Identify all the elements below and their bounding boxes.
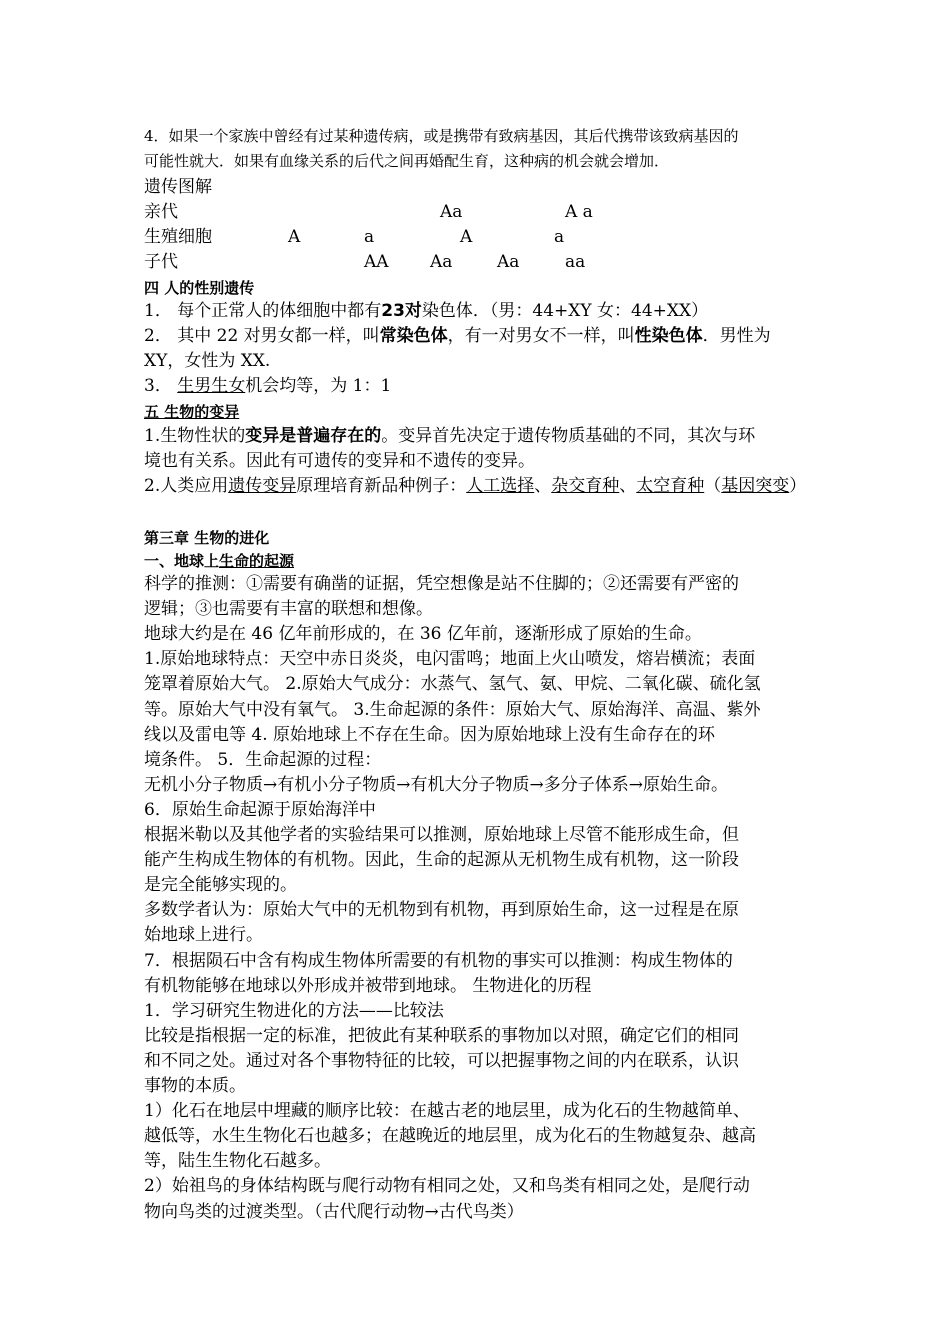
- item-bold: 常染色体: [379, 326, 448, 346]
- section-heading: 四 人的性别遗传: [144, 279, 255, 297]
- paragraph-line: 越低等，水生生物化石也越多；在越晚近的地层里，成为化石的生物越复杂、越高: [144, 1126, 756, 1147]
- list-item-continuation: XY，女性为 XX.: [144, 351, 271, 371]
- item-underlined: 基因突变: [721, 476, 790, 496]
- paragraph-line: 等，陆生生物化石越多。: [144, 1151, 331, 1172]
- parent-genotype: A a: [565, 202, 593, 222]
- paragraph-line: 能产生构成生物体的有机物。因此，生命的起源从无机物生成有机物，这一阶段: [144, 850, 739, 871]
- paragraph-line: 物向鸟类的过渡类型。（古代爬行动物→古代鸟类）: [144, 1201, 524, 1222]
- chapter-title: 第三章 生物的进化: [144, 529, 270, 547]
- list-item: [144, 324, 812, 348]
- item-text: 原理培育新品种例子：: [296, 476, 467, 496]
- subsection-heading: [144, 549, 812, 573]
- paragraph-line: 事物的本质。: [144, 1076, 246, 1096]
- item-bold: 变异是普遍存在的: [245, 426, 382, 446]
- paragraph-line: 境也有关系。因此有可遗传的变异和不遗传的变异。: [144, 451, 535, 471]
- paragraph-line: 境条件。 5．生命起源的过程：: [144, 749, 382, 770]
- item-text: 1.生物性状的: [144, 426, 246, 446]
- paragraph-line: 1.原始地球特点：天空中赤日炎炎，电闪雷鸣；地面上火山喷发，熔岩横流；表面: [144, 649, 756, 670]
- paragraph-line: 无机小分子物质→有机小分子物质→有机大分子物质→多分子体系→原始生命。: [144, 774, 728, 795]
- parent-genotype: Aa: [440, 202, 463, 222]
- item-text: 3．: [144, 376, 178, 396]
- offspring-genotype: aa: [565, 252, 586, 272]
- paragraph-line: 笼罩着原始大气。 2.原始大气成分：水蒸气、氢气、氨、甲烷、二氧化碳、硫化氢: [144, 674, 761, 695]
- paragraph-line: 科学的推测：①需要有确凿的证据，凭空想像是站不住脚的；②还需要有严密的: [144, 574, 739, 594]
- offspring-genotype: Aa: [497, 252, 520, 272]
- paragraph-line: 7．根据陨石中含有构成生物体所需要的有机物的事实可以推测：构成生物体的: [144, 950, 733, 971]
- paragraph-line: 6．原始生命起源于原始海洋中: [144, 799, 376, 820]
- list-item: [144, 374, 812, 398]
- item-text: 、: [534, 476, 552, 496]
- list-item: [144, 299, 812, 323]
- item-bold: 23: [381, 301, 405, 321]
- paragraph-line: 线以及雷电等 4. 原始地球上不存在生命。因为原始地球上没有生命存在的环: [144, 724, 716, 745]
- item-bold: 对: [404, 301, 422, 321]
- item-underlined: 杂交育种: [551, 476, 620, 496]
- paragraph-line: [144, 474, 812, 498]
- item-text: 染色体．（男：44+XY 女：44+XX）: [421, 301, 709, 321]
- item-text: （: [704, 476, 722, 496]
- gamete: A: [460, 227, 473, 247]
- paragraph-line: 1．学习研究生物进化的方法——比较法: [144, 1000, 444, 1021]
- item-text: 2． 其中 22 对男女都一样，叫: [144, 326, 380, 346]
- diagram-title: 遗传图解: [144, 177, 212, 197]
- paragraph-line: 比较是指根据一定的标准，把彼此有某种联系的事物加以对照，确定它们的相同: [144, 1025, 739, 1046]
- paragraph-line: 2）始祖鸟的身体结构既与爬行动物有相同之处，又和鸟类有相同之处，是爬行动: [144, 1176, 750, 1197]
- paragraph-line: [144, 424, 812, 448]
- item-text: 。变异首先决定于遗传物质基础的不同，其次与环: [381, 426, 756, 446]
- offspring-genotype: Aa: [430, 252, 453, 272]
- item-underlined: 人工选择: [466, 476, 535, 496]
- item-text: ，有一对男女不一样，叫: [447, 326, 635, 346]
- gamete: a: [554, 227, 565, 247]
- item-bold: 性染色体: [634, 326, 703, 346]
- item-underlined: 遗传变异: [228, 476, 297, 496]
- paragraph-line: 地球大约是在 46 亿年前形成的，在 36 亿年前，逐渐形成了原始的生命。: [144, 624, 702, 645]
- paragraph-line: 和不同之处。通过对各个事物特征的比较，可以把握事物之间的内在联系，认识: [144, 1050, 739, 1071]
- paragraph-line: 有机物能够在地球以外形成并被带到地球。 生物进化的历程: [144, 975, 592, 996]
- item-underlined: 生男生女: [177, 376, 246, 396]
- gamete-label: 生殖细胞: [144, 227, 212, 247]
- heading-underlined: 生命的起源: [219, 552, 295, 570]
- paragraph-line: 是完全能够实现的。: [144, 875, 297, 896]
- item-text: 1． 每个正常人的体细胞中都有: [144, 301, 382, 321]
- item-underlined: 太空育种: [636, 476, 705, 496]
- item-text: ．男性为: [702, 326, 771, 346]
- paragraph-line: 4．如果一个家族中曾经有过某种遗传病，或是携带有致病基因，其后代携带该致病基因的: [144, 127, 739, 145]
- paragraph-line: 逻辑；③也需要有丰富的联想和想像。: [144, 599, 433, 620]
- section-heading: [144, 400, 812, 424]
- parent-label: 亲代: [144, 202, 178, 222]
- offspring-label: 子代: [144, 252, 178, 272]
- gamete: a: [364, 227, 375, 247]
- item-text: 、: [619, 476, 637, 496]
- item-text: 2.人类应用: [144, 476, 229, 496]
- item-text: 机会均等，为 1：1: [245, 376, 392, 396]
- item-text: ）: [789, 476, 807, 496]
- paragraph-line: 等。原始大气中没有氧气。 3.生命起源的条件：原始大气、原始海洋、高温、紫外: [144, 699, 761, 720]
- paragraph-line: 多数学者认为：原始大气中的无机物到有机物，再到原始生命，这一过程是在原: [144, 900, 739, 921]
- paragraph-line: 1）化石在地层中埋藏的顺序比较：在越古老的地层里，成为化石的生物越简单、: [144, 1101, 750, 1122]
- gamete: A: [288, 227, 301, 247]
- paragraph-line: 始地球上进行。: [144, 925, 263, 946]
- paragraph-line: 根据米勒以及其他学者的实验结果可以推测，原始地球上尽管不能形成生命，但: [144, 825, 739, 845]
- section-heading-text: 五 生物的变异: [144, 403, 240, 421]
- paragraph-line: 可能性就大．如果有血缘关系的后代之间再婚配生育，这种病的机会就会增加．: [144, 152, 670, 170]
- heading-text: 一、地球上: [144, 552, 220, 570]
- offspring-genotype: AA: [364, 252, 389, 272]
